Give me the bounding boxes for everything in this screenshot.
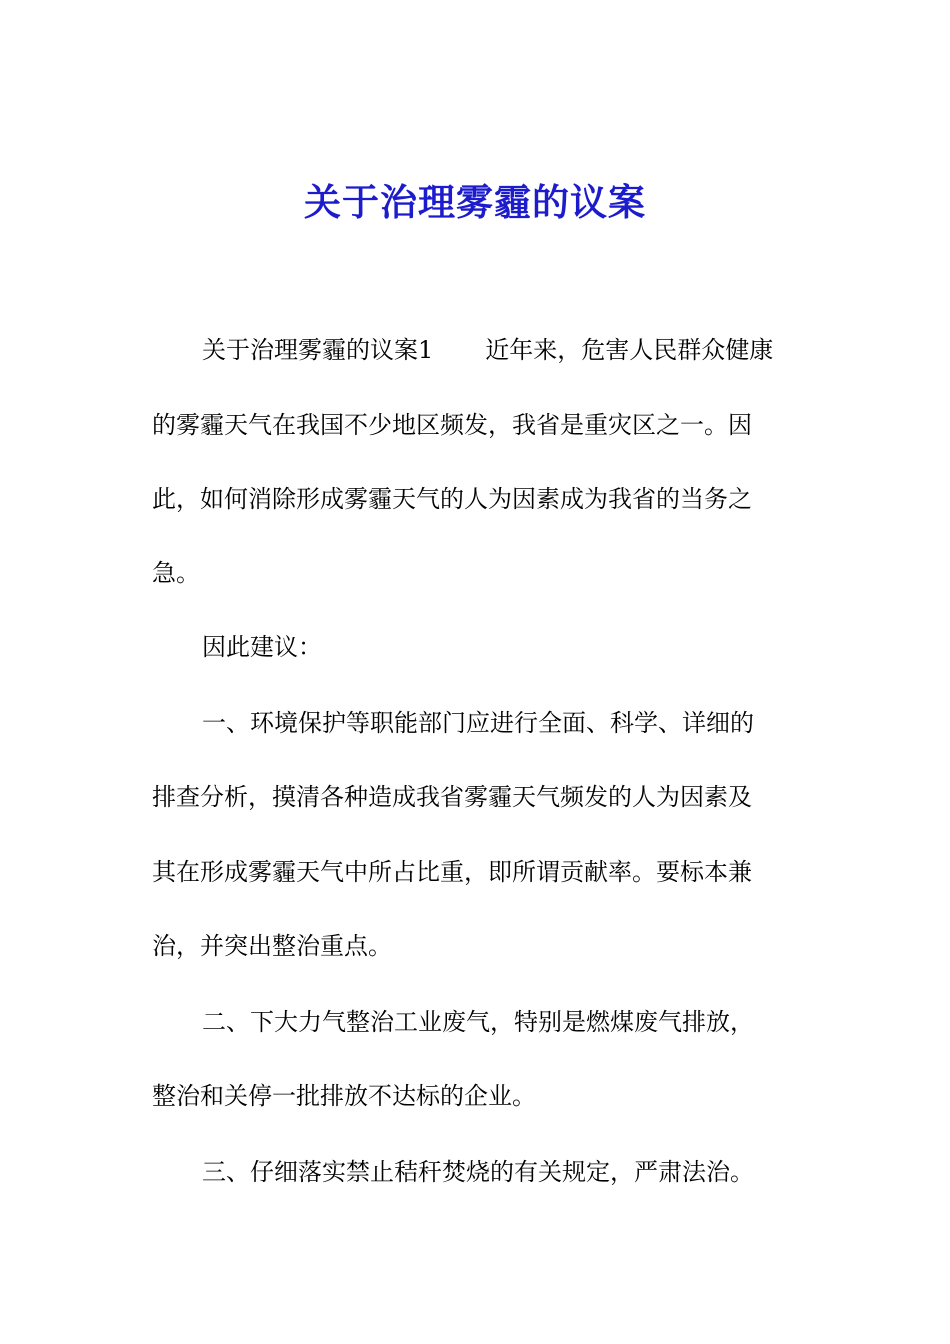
- document-title: 关于治理雾霾的议案: [304, 180, 646, 224]
- paragraph-line: 二、下大力气整治工业废气，特别是燃煤废气排放，: [202, 1008, 754, 1036]
- paragraph-line: 排查分析，摸清各种造成我省雾霾天气频发的人为因素及: [152, 783, 752, 811]
- paragraph-line: 其在形成雾霾天气中所占比重，即所谓贡献率。要标本兼: [152, 858, 752, 886]
- heading-inline: 关于治理雾霾的议案1: [202, 336, 434, 364]
- paragraph-line: 此，如何消除形成雾霾天气的人为因素成为我省的当务之: [152, 485, 752, 513]
- paragraph-line: [202, 330, 773, 370]
- paragraph-line: 一、环境保护等职能部门应进行全面、科学、详细的: [202, 709, 754, 737]
- paragraph-line: 因此建议：: [202, 633, 322, 661]
- paragraph-text: 近年来，危害人民群众健康: [485, 336, 774, 364]
- paragraph-line: 三、仔细落实禁止秸秆焚烧的有关规定，严肃法治。: [202, 1158, 754, 1186]
- paragraph-line: 治，并突出整治重点。: [152, 932, 392, 960]
- paragraph-line: 急。: [152, 559, 200, 587]
- paragraph-line: 整治和关停一批排放不达标的企业。: [152, 1082, 536, 1110]
- paragraph-line: 的雾霾天气在我国不少地区频发，我省是重灾区之一。因: [152, 411, 752, 439]
